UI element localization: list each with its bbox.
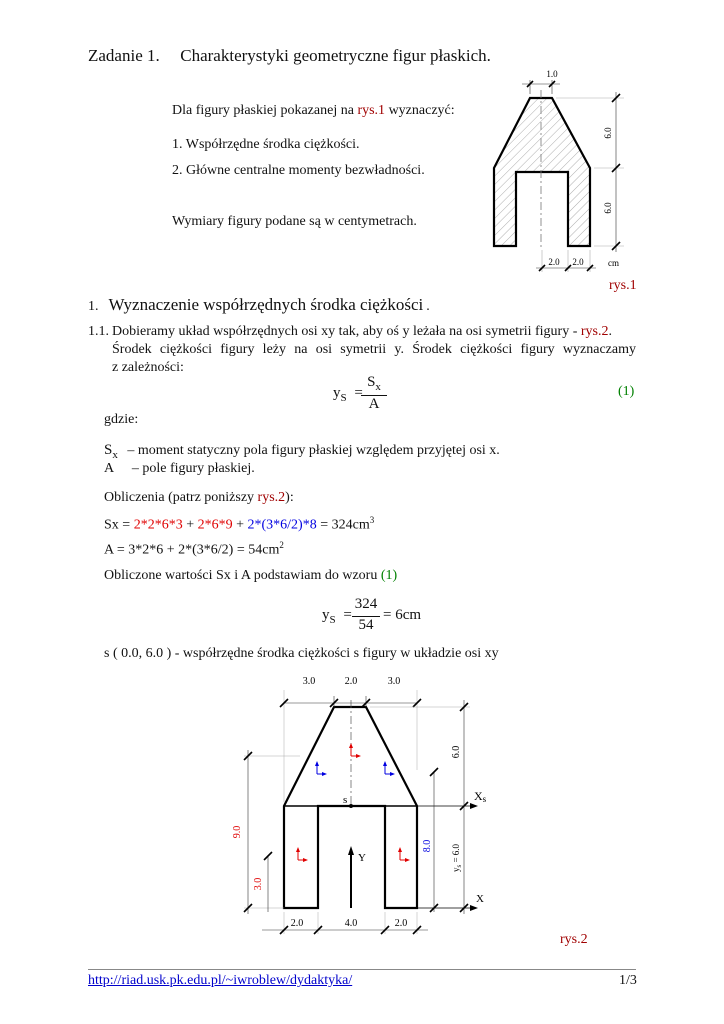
- fig1-dim-bottom-left: 2.0: [548, 257, 560, 267]
- calc-area: $A = 3*2*6 + 2*(3*6/2) = 54cm^2$: [104, 540, 284, 558]
- fig2-dim-right-inner: 8.0: [422, 839, 433, 853]
- center-coordinates: s ( 0.0, 6.0 ) - współrzędne środka ciężkości s figury w układzie osi xy: [104, 646, 499, 661]
- fig2-label-Xs: Xs: [474, 789, 487, 804]
- fig2-dim-top-left: 3.0: [302, 676, 316, 687]
- fig2-local-axes-red-1: [296, 847, 308, 862]
- formula-2-lhs: $y_S$ =: [322, 607, 352, 626]
- formula-1-fraction: $S_x$ A: [361, 374, 387, 414]
- fig2-dim-left-outer: 9.0: [232, 825, 243, 839]
- task-statement: Dla figury płaskiej pokazanej na rys.1 wyznaczyć:: [172, 103, 455, 118]
- formula-1-lhs: $y_S$ =: [333, 385, 363, 404]
- fig2-label-X: X: [476, 893, 484, 905]
- paragraph-line-1: Dobieramy układ współrzędnych osi xy tak, aby oś y leżała na osi symetrii figury - rys.2.: [112, 324, 613, 339]
- formula-2-result: = 6cm: [383, 607, 422, 623]
- figure-1: [470, 62, 640, 302]
- paragraph-number: 1.1.: [88, 324, 109, 339]
- fig1-dim-bottom-right: 2.0: [572, 257, 584, 267]
- fig2-y-arrow: [348, 846, 354, 855]
- definition-sx: $S_x$ – moment statyczny pola figury płaskiej względem przyjętej osi x.: [104, 442, 500, 461]
- fig2-label-Y: Y: [358, 852, 366, 864]
- fig2-dim-top-mid: 2.0: [344, 676, 358, 687]
- footer-link[interactable]: http://riad.usk.pk.edu.pl/~iwroblew/dydaktyka/: [88, 973, 353, 988]
- where-label: gdzie:: [104, 412, 139, 427]
- task-title-text: Charakterystyki geometryczne figur płaskich.: [180, 46, 491, 65]
- ref-rys2: rys.2: [580, 324, 609, 339]
- fig2-dim-bottom-right: 2.0: [394, 918, 408, 929]
- fig1-unit: cm: [608, 258, 619, 268]
- fig1-dim-right-upper: 6.0: [603, 127, 613, 139]
- calc-intro: Obliczenia (patrz poniższy rys.2):: [104, 490, 294, 505]
- calc-sx: $Sx = 2*2*6*3 + 2*6*9 + 2*(3*6/2)*8 = 324cm^3$: [104, 515, 375, 533]
- fig1-caption: rys.1: [609, 278, 637, 293]
- figure-2: [220, 668, 520, 938]
- formula-1-tag: (1): [618, 384, 635, 399]
- calc-substitution: Obliczone wartości Sx i A podstawiam do wzoru (1): [104, 568, 398, 583]
- formula-2-fraction: 324 54: [352, 596, 380, 636]
- footer-rule: [88, 969, 636, 970]
- fig2-dim-bottom-left: 2.0: [290, 918, 304, 929]
- task-label: Zadanie 1.: [88, 46, 160, 65]
- paragraph-line-2: Środek ciężkości figury leży na osi symetrii y. Środek ciężkości figury wyznaczamy: [112, 342, 636, 357]
- page-number: 1/3: [619, 973, 637, 988]
- fig2-dim-right-lower: $y_s = 6.0$: [451, 843, 463, 873]
- ref-rys1: rys.1: [357, 103, 386, 118]
- task-title: [88, 46, 491, 66]
- definition-a: A – pole figury płaskiej.: [104, 461, 255, 476]
- section-number: 1.: [88, 299, 99, 314]
- fig2-centroid-point: [349, 804, 353, 808]
- fig2-local-axes-blue-1: [315, 761, 327, 776]
- units-note: Wymiary figury podane są w centymetrach.: [172, 214, 417, 229]
- task-item-1: 1. Współrzędne środka ciężkości.: [172, 137, 360, 152]
- fig2-label-s: s: [343, 794, 348, 806]
- fig2-dim-right-upper: 6.0: [451, 745, 462, 759]
- fig2-dim-left-inner: 3.0: [253, 877, 264, 891]
- fig2-local-axes-red-3: [349, 743, 361, 758]
- fig1-dim-top: 1.0: [546, 69, 558, 79]
- paragraph-line-3: z zależności:: [112, 360, 184, 375]
- fig1-shape: [494, 98, 590, 246]
- section-title: Wyznaczenie współrzędnych środka ciężkości: [108, 295, 424, 314]
- fig1-dim-right-lower: 6.0: [603, 202, 613, 214]
- fig2-dim-top-right: 3.0: [387, 676, 401, 687]
- footer-url[interactable]: [88, 973, 352, 989]
- task-item-2: 2. Główne centralne momenty bezwładności.: [172, 163, 425, 178]
- fig2-dim-bottom-mid: 4.0: [344, 918, 358, 929]
- fig2-caption: rys.2: [560, 932, 588, 947]
- fig2-local-axes-red-2: [398, 847, 410, 862]
- fig2-local-axes-blue-2: [383, 761, 395, 776]
- section-heading: 1. Wyznaczenie współrzędnych środka ciężkości .: [88, 295, 430, 314]
